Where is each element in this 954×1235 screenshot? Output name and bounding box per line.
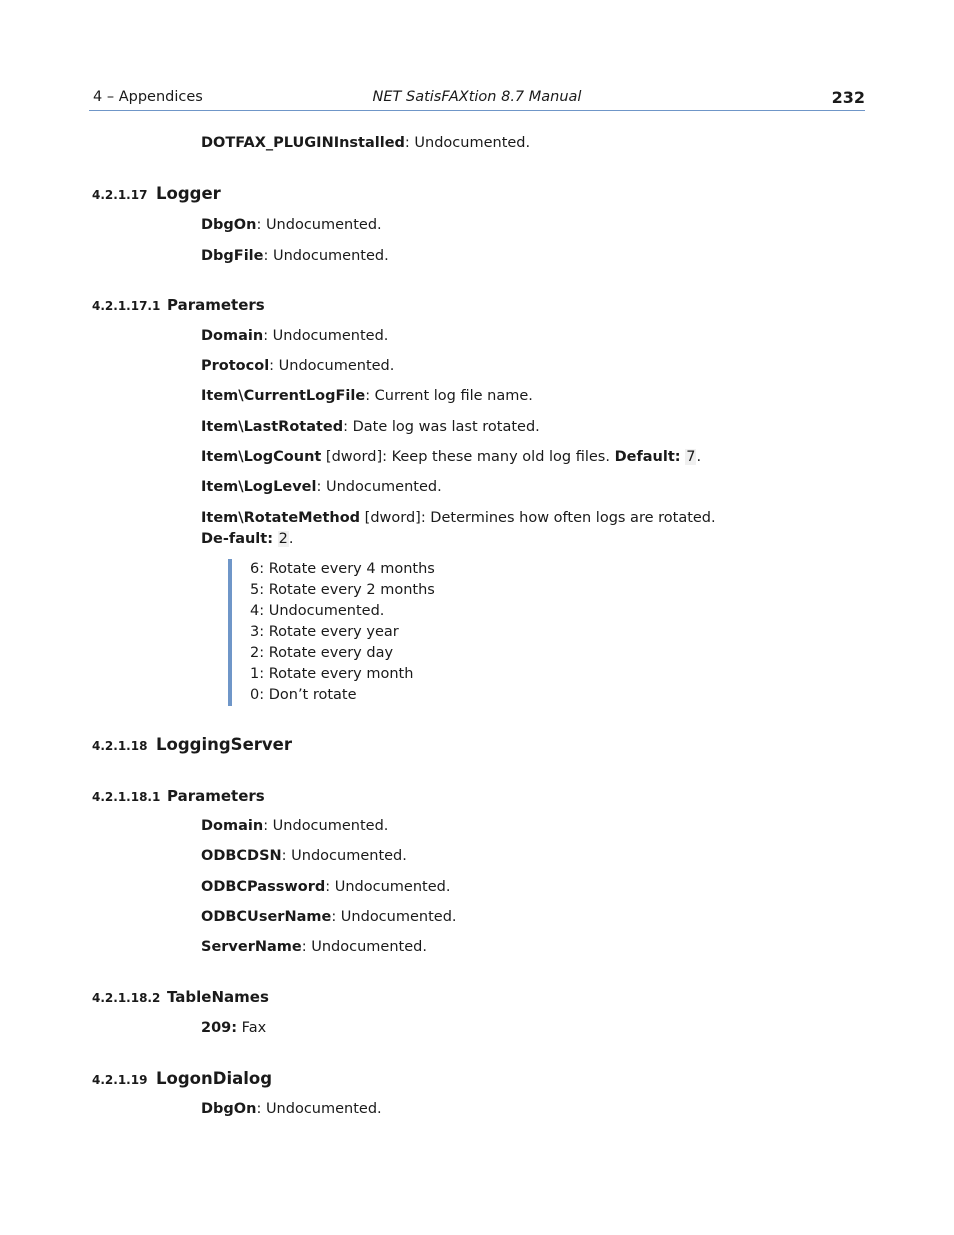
param-desc: : Undocumented. (269, 358, 395, 374)
section-number: 4.2.1.18 (92, 739, 148, 753)
section-title-tablenames: TableNames (167, 988, 269, 1006)
section-title-parameters: Parameters (167, 296, 265, 314)
table-name-entry (201, 1020, 266, 1036)
param-dbgon (201, 1101, 382, 1117)
param-dbgon (201, 217, 382, 233)
param-protocol (201, 358, 394, 374)
param-desc: : Undocumented. (281, 848, 407, 864)
param-currentlogfile (201, 388, 533, 404)
param-desc: : Current log file name. (365, 388, 533, 404)
param-name: Item\RotateMethod (201, 510, 361, 526)
param-name: ODBCDSN (201, 848, 282, 864)
param-name: ODBCUserName (201, 909, 332, 925)
param-desc: : Undocumented. (404, 135, 531, 151)
rotate-option: 4: Undocumented. (250, 603, 385, 619)
section-title-logger: Logger (156, 184, 221, 203)
param-servername (201, 939, 427, 955)
rotate-option: 3: Rotate every year (250, 624, 399, 640)
section-title-loggingserver: LoggingServer (156, 735, 292, 754)
param-name: Item\LogLevel (201, 479, 317, 495)
param-name: Domain (201, 328, 264, 344)
param-desc: : Undocumented. (256, 1101, 382, 1117)
param-desc: : Date log was last rotated. (343, 419, 540, 435)
section-number: 4.2.1.19 (92, 1073, 148, 1087)
header-chapter: 4 – Appendices (93, 89, 203, 105)
page-header (89, 88, 865, 111)
section-title-parameters: Parameters (167, 787, 265, 805)
param-desc: : Undocumented. (263, 818, 389, 834)
sentence-end: . (696, 449, 702, 465)
header-manual-title: NET SatisFAXtion 8.7 Manual (372, 89, 582, 105)
param-desc: [dword]: Keep these many old log files. (321, 449, 615, 465)
param-name: Item\LogCount (201, 449, 322, 465)
rotate-option: 2: Rotate every day (250, 645, 394, 661)
param-desc: : Undocumented. (263, 328, 389, 344)
param-rotatemethod (201, 508, 741, 550)
param-name: DOTFAX_PLUGINInstalled (201, 135, 405, 151)
rotate-option: 6: Rotate every 4 months (250, 561, 435, 577)
param-domain (201, 328, 388, 344)
param-odbcusername (201, 909, 457, 925)
rotate-option: 5: Rotate every 2 months (250, 582, 435, 598)
rotate-option: 0: Don’t rotate (250, 687, 357, 703)
rotate-option: 1: Rotate every month (250, 666, 414, 682)
param-name: Item\LastRotated (201, 419, 344, 435)
param-name: 209: (201, 1020, 238, 1036)
param-odbcpassword (201, 879, 450, 895)
param-name: DbgOn (201, 217, 257, 233)
param-dotfax-plugininstalled (201, 135, 530, 151)
default-label: De-fault: (201, 531, 274, 547)
default-value: 2 (278, 531, 288, 547)
param-desc: : Undocumented. (325, 879, 451, 895)
param-odbcdsn (201, 848, 407, 864)
default-label: Default: (614, 449, 681, 465)
rotate-options-block (228, 559, 532, 706)
param-name: Item\CurrentLogFile (201, 388, 366, 404)
param-dbgfile (201, 248, 389, 264)
param-name: DbgOn (201, 1101, 257, 1117)
param-desc: : Undocumented. (256, 217, 382, 233)
param-desc: [dword]: Determines how often logs are rotated. (360, 510, 716, 526)
param-desc: Fax (237, 1020, 267, 1036)
section-number: 4.2.1.17.1 (92, 299, 161, 313)
param-desc: : Undocumented. (301, 939, 427, 955)
header-page-number: 232 (831, 88, 865, 107)
default-value: 7 (686, 449, 696, 465)
param-desc: : Undocumented. (316, 479, 442, 495)
section-title-logondialog: LogonDialog (156, 1069, 273, 1088)
section-number: 4.2.1.18.1 (92, 790, 161, 804)
param-lastrotated (201, 419, 540, 435)
sentence-end: . (288, 531, 294, 547)
param-domain (201, 818, 388, 834)
param-name: Protocol (201, 358, 270, 374)
param-name: ODBCPassword (201, 879, 326, 895)
param-name: DbgFile (201, 248, 264, 264)
param-desc: : Undocumented. (263, 248, 389, 264)
section-number: 4.2.1.18.2 (92, 991, 161, 1005)
param-loglevel (201, 479, 442, 495)
param-name: ServerName (201, 939, 302, 955)
param-desc: : Undocumented. (331, 909, 457, 925)
param-logcount (201, 449, 701, 465)
section-number: 4.2.1.17 (92, 188, 148, 202)
param-name: Domain (201, 818, 264, 834)
